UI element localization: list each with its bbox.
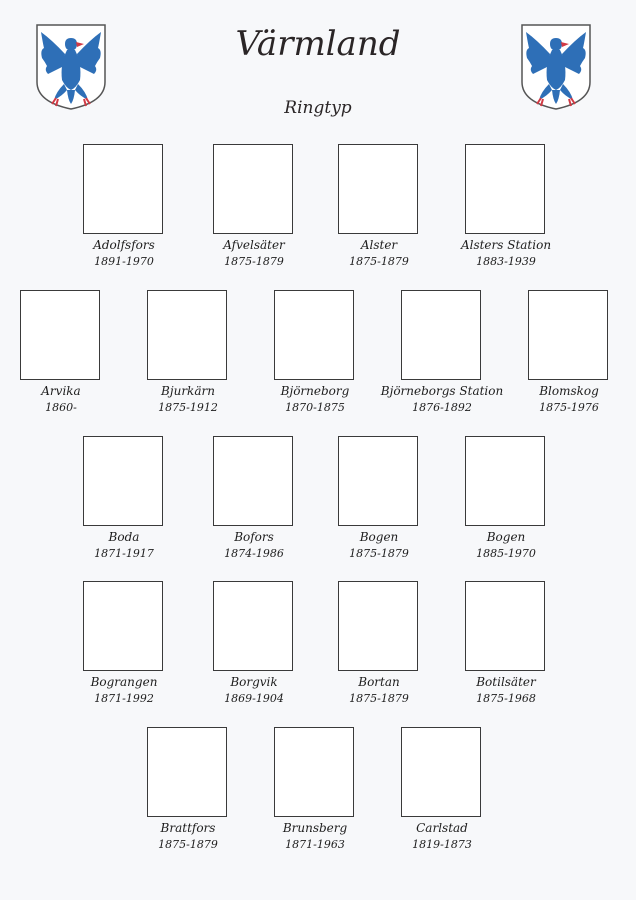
post-office-years: 1875-1879 xyxy=(224,255,284,268)
stamp-frame[interactable] xyxy=(401,290,481,380)
post-office-years: 1891-1970 xyxy=(94,255,154,268)
post-office-name: Bograngen xyxy=(90,675,158,689)
post-office-years: 1875-1879 xyxy=(349,547,409,560)
post-office-years: 1875-1879 xyxy=(349,255,409,268)
stamp-frame[interactable] xyxy=(147,290,227,380)
stamp-frame[interactable] xyxy=(83,144,163,234)
post-office-name: Brattfors xyxy=(160,821,216,835)
post-office-name: Boda xyxy=(108,530,140,544)
post-office-years: 1874-1986 xyxy=(224,547,284,560)
post-office-years: 1871-1963 xyxy=(285,838,345,851)
post-office-years: 1875-1976 xyxy=(539,401,599,414)
stamp-frame[interactable] xyxy=(213,436,293,526)
stamp-frame[interactable] xyxy=(20,290,100,380)
post-office-name: Bogen xyxy=(486,530,526,544)
stamp-frame[interactable] xyxy=(338,581,418,671)
post-office-years: 1885-1970 xyxy=(476,547,536,560)
post-office-name: Björneborg xyxy=(280,384,350,398)
stamp-frame[interactable] xyxy=(83,581,163,671)
post-office-years: 1875-1968 xyxy=(476,692,536,705)
stamp-frame[interactable] xyxy=(528,290,608,380)
post-office-name: Alsters Station xyxy=(460,238,552,252)
stamp-frame[interactable] xyxy=(465,581,545,671)
post-office-years: 1860- xyxy=(45,401,77,414)
post-office-name: Bogen xyxy=(359,530,399,544)
post-office-name: Bjurkärn xyxy=(161,384,215,398)
post-office-years: 1883-1939 xyxy=(476,255,536,268)
post-office-name: Bortan xyxy=(358,675,400,689)
post-office-years: 1875-1879 xyxy=(349,692,409,705)
post-office-years: 1875-1879 xyxy=(158,838,218,851)
stamp-frame[interactable] xyxy=(465,436,545,526)
post-office-name: Arvika xyxy=(41,384,81,398)
page-subtitle: Ringtyp xyxy=(284,98,352,118)
stamp-frame[interactable] xyxy=(274,727,354,817)
post-office-years: 1819-1873 xyxy=(412,838,472,851)
post-office-name: Borgvik xyxy=(230,675,278,689)
stamp-frame[interactable] xyxy=(401,727,481,817)
post-office-years: 1871-1917 xyxy=(94,547,154,560)
post-office-name: Brunsberg xyxy=(282,821,348,835)
post-office-name: Bofors xyxy=(234,530,274,544)
post-office-name: Alster xyxy=(360,238,398,252)
post-office-years: 1876-1892 xyxy=(412,401,472,414)
post-office-name: Botilsäter xyxy=(476,675,536,689)
stamp-frame[interactable] xyxy=(213,144,293,234)
post-office-years: 1875-1912 xyxy=(158,401,218,414)
post-office-years: 1870-1875 xyxy=(285,401,345,414)
stamp-frame[interactable] xyxy=(83,436,163,526)
stamp-frame[interactable] xyxy=(338,144,418,234)
post-office-name: Adolfsfors xyxy=(93,238,155,252)
stamp-frame[interactable] xyxy=(213,581,293,671)
page-title: Värmland xyxy=(235,24,401,64)
post-office-name: Afvelsäter xyxy=(223,238,285,252)
post-office-name: Blomskog xyxy=(539,384,599,398)
stamp-frame[interactable] xyxy=(338,436,418,526)
post-office-years: 1871-1992 xyxy=(94,692,154,705)
stamp-frame[interactable] xyxy=(465,144,545,234)
post-office-years: 1869-1904 xyxy=(224,692,284,705)
post-office-name: Björneborgs Station xyxy=(380,384,504,398)
stamp-frame[interactable] xyxy=(274,290,354,380)
stamp-frame[interactable] xyxy=(147,727,227,817)
post-office-name: Carlstad xyxy=(416,821,468,835)
